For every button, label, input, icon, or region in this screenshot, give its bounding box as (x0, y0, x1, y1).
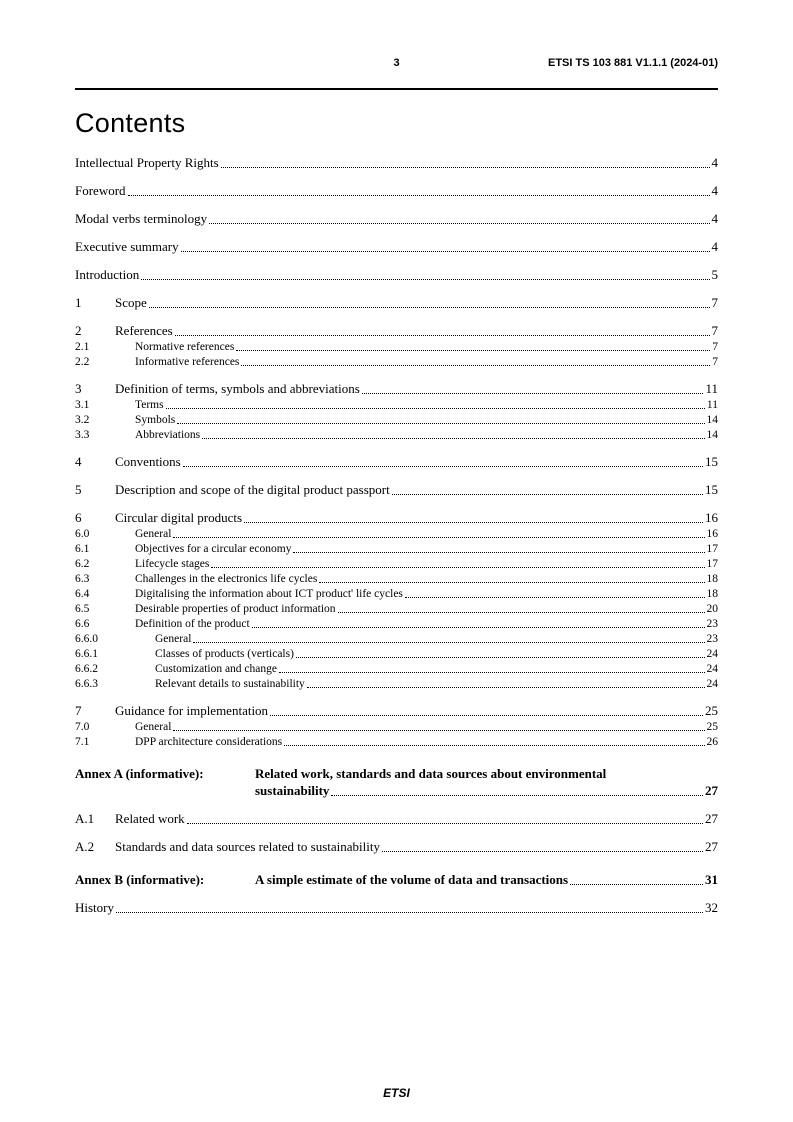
toc-entry-label: Customization and change (155, 663, 277, 675)
dot-leader (166, 408, 705, 409)
toc-entry-label: General (135, 528, 172, 540)
toc-entry-page: 4 (711, 239, 718, 254)
toc-entry-label: Objectives for a circular economy (135, 543, 292, 555)
dot-leader (177, 423, 704, 424)
toc-entry-label: Executive summary (75, 239, 179, 254)
toc-entry-number: 5 (75, 482, 82, 497)
dot-leader (338, 612, 705, 613)
toc-entry-page: 24 (706, 663, 718, 675)
toc-entry-number: A.2 (75, 839, 95, 854)
etsi-logo-text: ETSI (383, 1086, 410, 1100)
toc-entry[interactable] (75, 428, 718, 442)
toc-entry-label: Definition of the product (135, 618, 250, 630)
toc-entry-page: 27 (705, 839, 718, 854)
toc-entry-page: 25 (706, 721, 718, 733)
dot-leader (307, 687, 705, 688)
toc-entry-label: Related work (115, 811, 185, 826)
toc-entry[interactable] (75, 155, 718, 171)
toc-entry[interactable] (75, 413, 718, 427)
toc-entry[interactable] (75, 900, 718, 916)
dot-leader (270, 715, 703, 716)
dot-leader (296, 657, 705, 658)
toc-entry-number: 6.5 (75, 603, 90, 615)
dot-leader (392, 494, 703, 495)
toc-entry-label: Intellectual Property Rights (75, 155, 219, 170)
dot-leader (175, 335, 710, 336)
toc-entry-page: 15 (705, 482, 718, 497)
toc-entry-label: General (155, 633, 192, 645)
dot-leader (236, 350, 710, 351)
toc-entry-number: 6.1 (75, 543, 90, 555)
toc-entry[interactable] (75, 510, 718, 526)
toc-entry-number: 2.1 (75, 341, 90, 353)
toc-entry-page: 25 (705, 703, 718, 718)
toc-entry-number: 6 (75, 510, 82, 525)
toc-entry-page: 16 (706, 528, 718, 540)
toc-entry-page: 32 (705, 900, 718, 915)
toc-entry[interactable] (75, 572, 718, 586)
toc-entry-label: Desirable properties of product information (135, 603, 336, 615)
toc-entry-label: Foreword (75, 183, 126, 198)
toc-entry-page: 4 (711, 183, 718, 198)
toc-entry[interactable] (75, 632, 718, 646)
toc-entry[interactable] (75, 735, 718, 749)
toc-entry-page: 7 (712, 341, 718, 353)
toc-entry[interactable] (75, 239, 718, 255)
toc-entry[interactable] (75, 267, 718, 283)
toc-entry-page: 7 (711, 295, 718, 310)
dot-leader (319, 582, 704, 583)
dot-leader (116, 912, 703, 913)
toc-entry-number: 7.0 (75, 721, 90, 733)
toc-entry-label: Symbols (135, 414, 176, 426)
toc-entry[interactable] (75, 662, 718, 676)
toc-entry-page: 26 (706, 736, 718, 748)
header-doc-id: ETSI TS 103 881 V1.1.1 (2024-01) (548, 57, 718, 69)
contents-title: Contents (75, 108, 186, 138)
toc-entry-page: 16 (705, 510, 718, 525)
dot-leader (187, 823, 703, 824)
dot-leader (244, 522, 703, 523)
toc-entry-label: Scope (115, 295, 147, 310)
toc-entry-page: 31 (705, 872, 718, 887)
toc-entry-number: 3.1 (75, 399, 90, 411)
toc-entry-number: 3 (75, 381, 82, 396)
toc-entry[interactable] (75, 677, 718, 691)
dot-leader (202, 438, 704, 439)
toc-entry-number: 6.4 (75, 588, 90, 600)
toc-entry-number: 7 (75, 703, 82, 718)
toc-entry[interactable] (75, 811, 718, 827)
toc-entry-label: History (75, 900, 114, 915)
toc-entry[interactable] (75, 647, 718, 661)
toc-entry[interactable] (75, 340, 718, 354)
toc-entry[interactable] (75, 557, 718, 571)
toc-entry-number: 3.3 (75, 429, 90, 441)
toc-entry-number: 6.6.3 (75, 678, 98, 690)
dot-leader (382, 851, 703, 852)
toc-entry-label: Challenges in the electronics life cycles (135, 573, 318, 585)
toc-entry-label: Terms (135, 399, 164, 411)
page-header (75, 0, 718, 90)
toc-entry-number: 1 (75, 295, 82, 310)
toc-entry-label: Digitalising the information about ICT product' life cycles (135, 588, 403, 600)
dot-leader (173, 730, 704, 731)
toc-entry-number: Annex B (informative): (75, 872, 205, 887)
toc-entry[interactable] (75, 602, 718, 616)
toc-entry-page: 20 (706, 603, 718, 615)
toc-entry-page: 15 (705, 454, 718, 469)
toc-entry[interactable] (75, 183, 718, 199)
header-page-number: 3 (393, 57, 400, 69)
toc-entry-page: 4 (711, 155, 718, 170)
toc-entry-label: DPP architecture considerations (135, 736, 283, 748)
dot-leader (252, 627, 705, 628)
toc-entry-number: A.1 (75, 811, 95, 826)
toc-entry-label: Classes of products (verticals) (155, 648, 294, 660)
toc-entry-label: Description and scope of the digital product passport (115, 482, 390, 497)
toc-entry-page: 27 (705, 811, 718, 826)
toc-entry-number: 3.2 (75, 414, 90, 426)
toc-entry[interactable] (75, 527, 718, 541)
toc-entry-page: 14 (706, 429, 718, 441)
toc-entry-number: 4 (75, 454, 82, 469)
toc-entry-page: 4 (711, 211, 718, 226)
toc-entry-page: 18 (706, 588, 718, 600)
toc-entry[interactable] (75, 295, 718, 311)
toc-entry[interactable] (75, 454, 718, 470)
toc-entry[interactable] (75, 720, 718, 734)
toc-entry[interactable] (75, 703, 718, 719)
toc-entry-number: 6.6.1 (75, 648, 98, 660)
dot-leader (141, 279, 709, 280)
toc-entry-page: 23 (706, 618, 718, 630)
toc-entry-number: 6.2 (75, 558, 90, 570)
dot-leader (181, 251, 710, 252)
dot-leader (173, 537, 704, 538)
toc-entry-page: 23 (706, 633, 718, 645)
toc-entry[interactable] (75, 617, 718, 631)
toc-entry-number: Annex A (informative): (75, 766, 204, 781)
dot-leader (241, 365, 710, 366)
toc-entry-page: 7 (712, 356, 718, 368)
toc-entry[interactable] (75, 323, 718, 339)
toc-entry-number: 6.6.2 (75, 663, 98, 675)
toc-entry-label: Circular digital products (115, 510, 243, 525)
toc-entry-number: 6.3 (75, 573, 90, 585)
toc-entry[interactable] (75, 211, 718, 227)
dot-leader (183, 466, 703, 467)
dot-leader (362, 393, 704, 394)
toc-entry-label: Conventions (115, 454, 181, 469)
toc-entry-label: Informative references (135, 356, 240, 368)
toc-entry-number: 7.1 (75, 736, 90, 748)
toc-entry-label: A simple estimate of the volume of data and transactions (255, 872, 569, 887)
toc-entry-number: 2.2 (75, 356, 90, 368)
dot-leader (209, 223, 709, 224)
dot-leader (405, 597, 705, 598)
toc-entry-label: Modal verbs terminology (75, 211, 208, 226)
dot-leader (193, 642, 704, 643)
toc-entry-page: 11 (706, 399, 718, 411)
toc-entry-label: References (115, 323, 173, 338)
toc-entry-page: 18 (706, 573, 718, 585)
toc-entry-annex-b[interactable] (75, 871, 718, 888)
toc-entry[interactable] (75, 482, 718, 498)
toc-entry-number: 6.0 (75, 528, 90, 540)
toc-entry-number: 6.6.0 (75, 633, 98, 645)
dot-leader (279, 672, 705, 673)
dot-leader (293, 552, 704, 553)
toc-entry-label: Relevant details to sustainability (155, 678, 305, 690)
dot-leader (149, 307, 710, 308)
toc-entry-annex-a[interactable] (75, 765, 718, 799)
toc-entry[interactable] (75, 839, 718, 855)
header-rule (75, 88, 718, 90)
toc-entry-page: 14 (706, 414, 718, 426)
toc-entry[interactable] (75, 587, 718, 601)
toc-entry-page: 11 (705, 381, 718, 396)
toc-entry-number: 2 (75, 323, 82, 338)
toc-entry-label: Definition of terms, symbols and abbreviations (115, 381, 360, 396)
dot-leader (128, 195, 710, 196)
toc-entry-label: Introduction (75, 267, 140, 282)
page-footer (0, 1086, 793, 1100)
toc-entry-page: 17 (706, 558, 718, 570)
toc-entry-page: 24 (706, 678, 718, 690)
toc-entry-number: 6.6 (75, 618, 90, 630)
toc-entry-page: 17 (706, 543, 718, 555)
toc-entry-label: Related work, standards and data sources about environmental (255, 766, 607, 781)
toc-entry[interactable] (75, 355, 718, 369)
toc-entry-label: Standards and data sources related to sustainability (115, 839, 380, 854)
toc-entry[interactable] (75, 542, 718, 556)
toc-entry[interactable] (75, 381, 718, 397)
dot-leader (221, 167, 710, 168)
dot-leader (570, 884, 703, 885)
dot-leader (331, 795, 703, 796)
toc-entry[interactable] (75, 398, 718, 412)
toc-entry-label-continued: sustainability (255, 783, 330, 798)
toc-entry-label: Normative references (135, 341, 235, 353)
toc-entry-label: Guidance for implementation (115, 703, 269, 718)
toc-entry-label: Lifecycle stages (135, 558, 210, 570)
toc-entry-page: 27 (705, 783, 718, 798)
table-of-contents (75, 155, 718, 916)
toc-entry-page: 24 (706, 648, 718, 660)
toc-entry-page: 7 (711, 323, 718, 338)
dot-leader (284, 745, 704, 746)
toc-entry-page: 5 (711, 267, 718, 282)
toc-entry-label: Abbreviations (135, 429, 201, 441)
dot-leader (211, 567, 704, 568)
toc-entry-label: General (135, 721, 172, 733)
